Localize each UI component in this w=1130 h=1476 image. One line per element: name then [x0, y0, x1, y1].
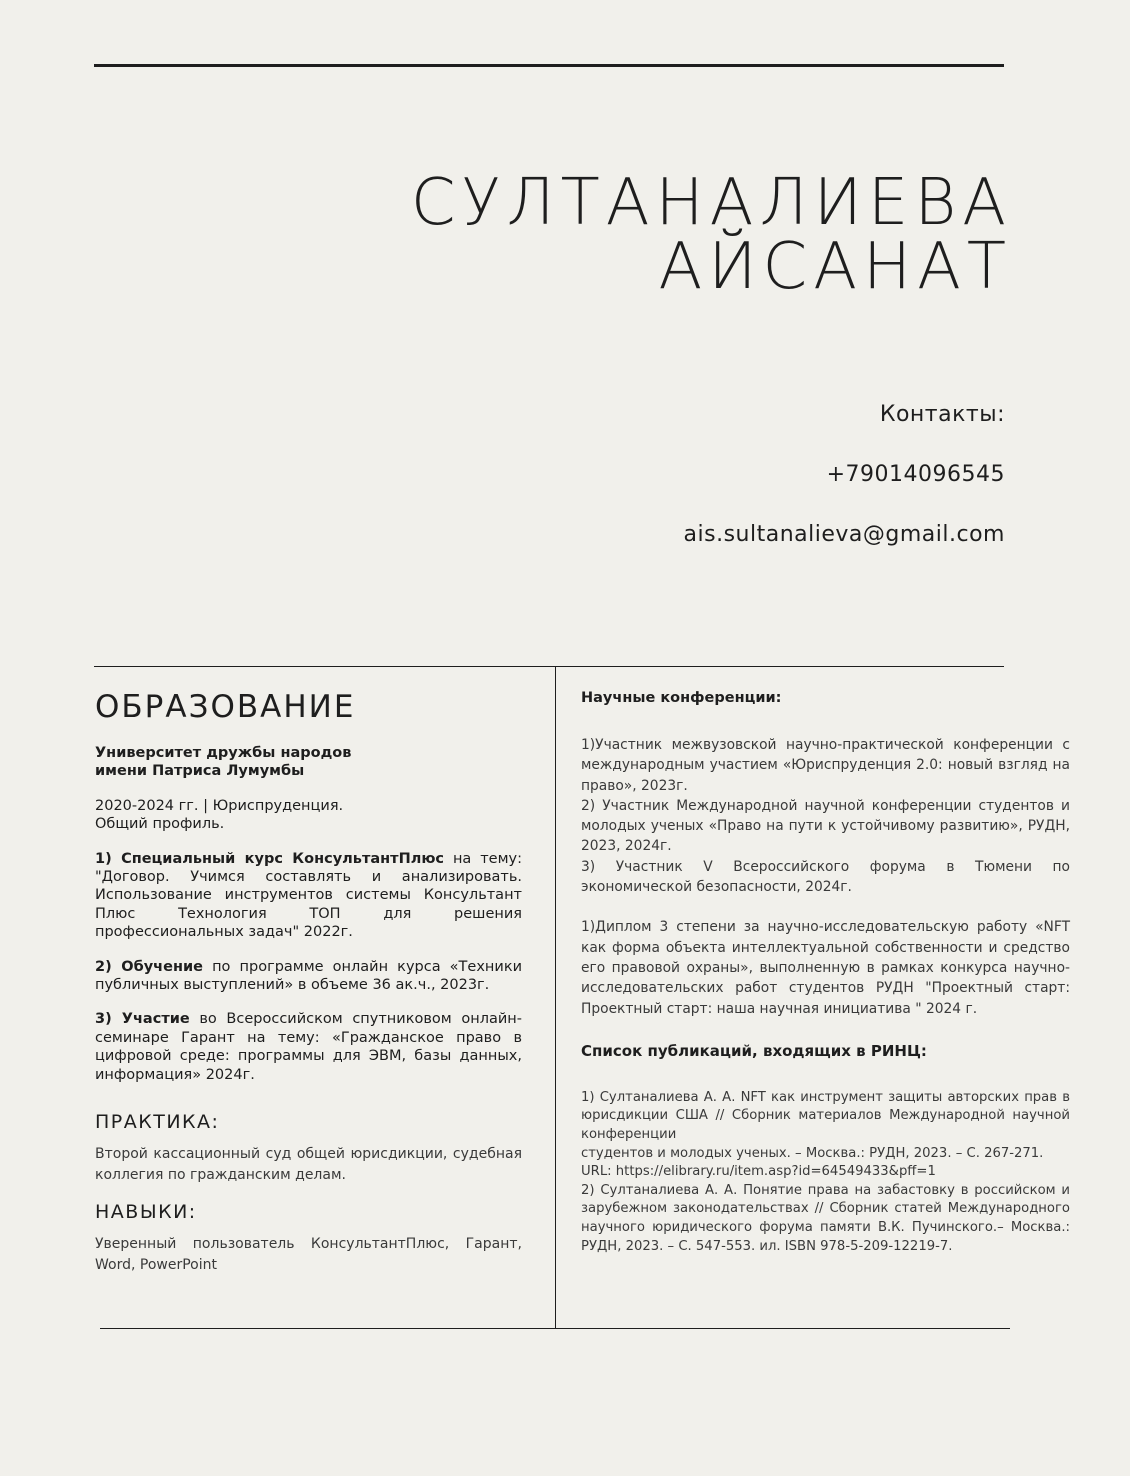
publication-item: 2) Султаналиева А. А. Понятие права на забастовку в российском и зарубежном законодательствах // Сборник статей Международного научного юридического форума памяти В.К. Пучинского.– Москва.: РУДН, 2023. – С. 547-553. ил. ISBN 978-5-209-12219-7. — [581, 1182, 1070, 1254]
name-first: АЙСАНАТ — [658, 230, 1012, 304]
left-column — [95, 688, 522, 1276]
contacts-heading: Контакты: — [879, 402, 1005, 427]
conference-item: 1)Участник межвузовской научно-практической конференции с международным участием «Юриспруденция 2.0: новый взгляд на право», 2023г. — [581, 737, 1070, 794]
university-line-2: имени Патриса Лумумбы — [95, 763, 305, 780]
education-profile: Общий профиль. — [95, 816, 225, 833]
name-last: СУЛТАНАЛИЕВА — [410, 166, 1012, 240]
education-item-bold: 2) Обучение — [95, 958, 203, 975]
conference-item: 3) Участник V Всероссийского форума в Тюмени по экономической безопасности, 2024г. — [581, 858, 1070, 896]
university-line-1: Университет дружбы народов — [95, 745, 352, 761]
publications-title: Список публикаций, входящих в РИНЦ: — [581, 1041, 927, 1060]
education-item — [95, 850, 522, 942]
right-column — [581, 688, 1070, 1256]
publication-item: 1) Султаналиева А. А. NFT как инструмент защиты авторских прав в юрисдикции США // Сборник материалов Международной научной конференции — [581, 1089, 1070, 1143]
education-item-text: во Всероссийском спутниковом онлайн-семинаре Гарант на тему: «Гражданское право в цифровой среде: программы для ЭВМ, базы данных, информация» 2024г. — [95, 1011, 522, 1083]
education-period — [95, 797, 522, 834]
conferences-title: Научные конференции: — [581, 690, 782, 706]
skills-title: НАВЫКИ: — [95, 1201, 197, 1224]
bottom-divider — [100, 1328, 1010, 1329]
publication-item: студентов и молодых ученых. – Москва.: РУДН, 2023. – С. 267-271. — [581, 1145, 1044, 1161]
contact-email: ais.sultanalieva@gmail.com — [683, 522, 1005, 547]
conference-item: 2) Участник Международной научной конференции студентов и молодых ученых «Право на пути к устойчивому развитию», РУДН, 2023, 2024г. — [581, 797, 1070, 855]
diploma-item: 1)Диплом 3 степени за научно-исследовательскую работу «NFT как форма объекта интеллектуальной собственности и средство его правовой охраны», выполненную в рамках конкурса научно-исследовательских работ студентов РУДН "Проектный старт: Проектный старт: наша научная инициатива " 2024 г. — [581, 919, 1070, 1017]
top-divider — [94, 64, 1004, 67]
education-item — [95, 958, 522, 995]
education-item-bold: 1) Специальный курс КонсультантПлюс — [95, 850, 445, 867]
contact-phone: +79014096545 — [826, 462, 1005, 487]
education-item-bold: 3) Участие — [95, 1011, 190, 1028]
practice-title: ПРАКТИКА: — [95, 1111, 220, 1134]
publication-url: URL: https://elibrary.ru/item.asp?id=64549433&pff=1 — [581, 1164, 936, 1180]
education-item-text: на тему: "Договор. Учимся составлять и анализировать. Использование инструментов системы Консультант Плюс Технология ТОП для решения профессиональных задач" 2022г. — [95, 850, 522, 941]
university-name — [95, 744, 522, 781]
education-item-text: по программе онлайн курса «Техники публичных выступлений» в объеме 36 ак.ч., 2023г. — [95, 958, 523, 994]
education-item — [95, 1010, 522, 1084]
education-title: ОБРАЗОВАНИЕ — [95, 689, 356, 725]
skills-text: Уверенный пользователь КонсультантПлюс, Гарант, Word, PowerPoint — [95, 1236, 522, 1274]
practice-text: Второй кассационный суд общей юрисдикции, судебная коллегия по гражданским делам. — [95, 1146, 522, 1184]
column-divider — [555, 667, 556, 1328]
education-period-text: 2020-2024 гг. | Юриспруденция. — [95, 797, 344, 814]
section-divider — [94, 666, 1004, 667]
